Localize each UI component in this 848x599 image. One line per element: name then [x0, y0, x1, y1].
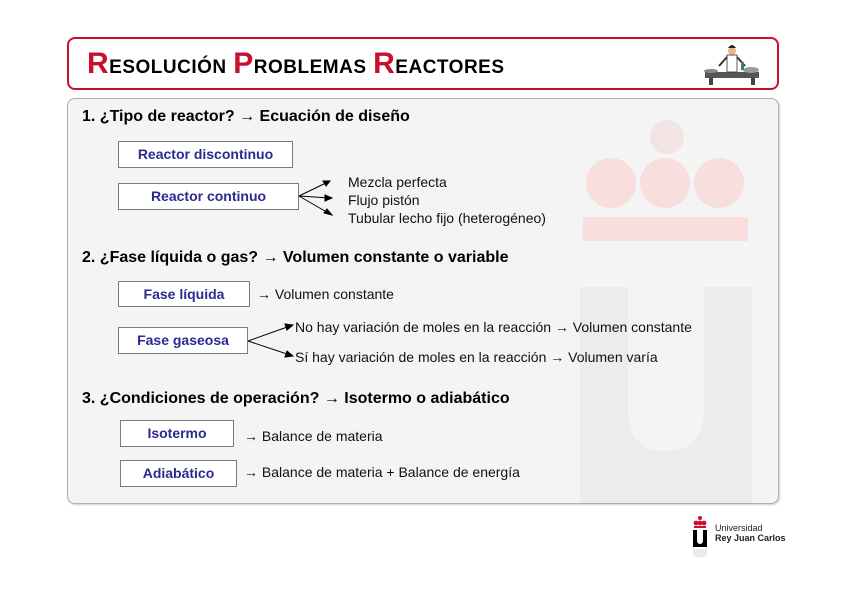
title-word-1: ESOLUCIÓN: [109, 57, 227, 78]
gas-option-no-variacion: No hay variación de moles en la reacción → Volumen constante: [295, 319, 692, 335]
adiabatico-box: Adiabático: [120, 460, 237, 487]
question-2-heading: 2. ¿Fase líquida o gas? → Volumen constante o variable: [82, 249, 509, 266]
title-word-2: ROBLEMAS: [253, 57, 367, 78]
question-3-heading: 3. ¿Condiciones de operación? → Isotermo o adiabático: [82, 390, 510, 407]
option-tubular-lecho-fijo: Tubular lecho fijo (heterogéneo): [348, 210, 546, 226]
fase-liquida-box: Fase líquida: [118, 281, 250, 307]
logo-line-1: Universidad: [715, 523, 763, 533]
reactor-continuo-box: Reactor continuo: [118, 183, 299, 210]
fase-liquida-result: → Volumen constante: [257, 286, 394, 302]
reactor-discontinuo-box: Reactor discontinuo: [118, 141, 293, 168]
isotermo-box: Isotermo: [120, 420, 234, 447]
isotermo-result: → Balance de materia: [244, 428, 383, 444]
logo-text: [715, 523, 786, 543]
title-initial-1: R: [87, 47, 110, 80]
question-1-heading: 1. ¿Tipo de reactor? → Ecuación de diseño: [82, 108, 410, 125]
option-flujo-piston: Flujo pistón: [348, 192, 420, 208]
chef-illustration-icon: [701, 42, 763, 86]
gas-option-si-variacion: Sí hay variación de moles en la reacción → Volumen varía: [295, 349, 658, 365]
title-banner: [67, 37, 779, 90]
title-word-3: EACTORES: [395, 57, 505, 78]
option-mezcla-perfecta: Mezcla perfecta: [348, 174, 447, 190]
logo-line-2: Rey Juan Carlos: [715, 533, 786, 543]
page-title: [87, 47, 505, 81]
fase-gaseosa-box: Fase gaseosa: [118, 327, 248, 354]
adiabatico-result: → Balance de materia + Balance de energía: [244, 464, 520, 480]
title-initial-3: R: [373, 47, 396, 80]
content-panel: [67, 98, 779, 504]
title-initial-2: P: [233, 47, 254, 80]
